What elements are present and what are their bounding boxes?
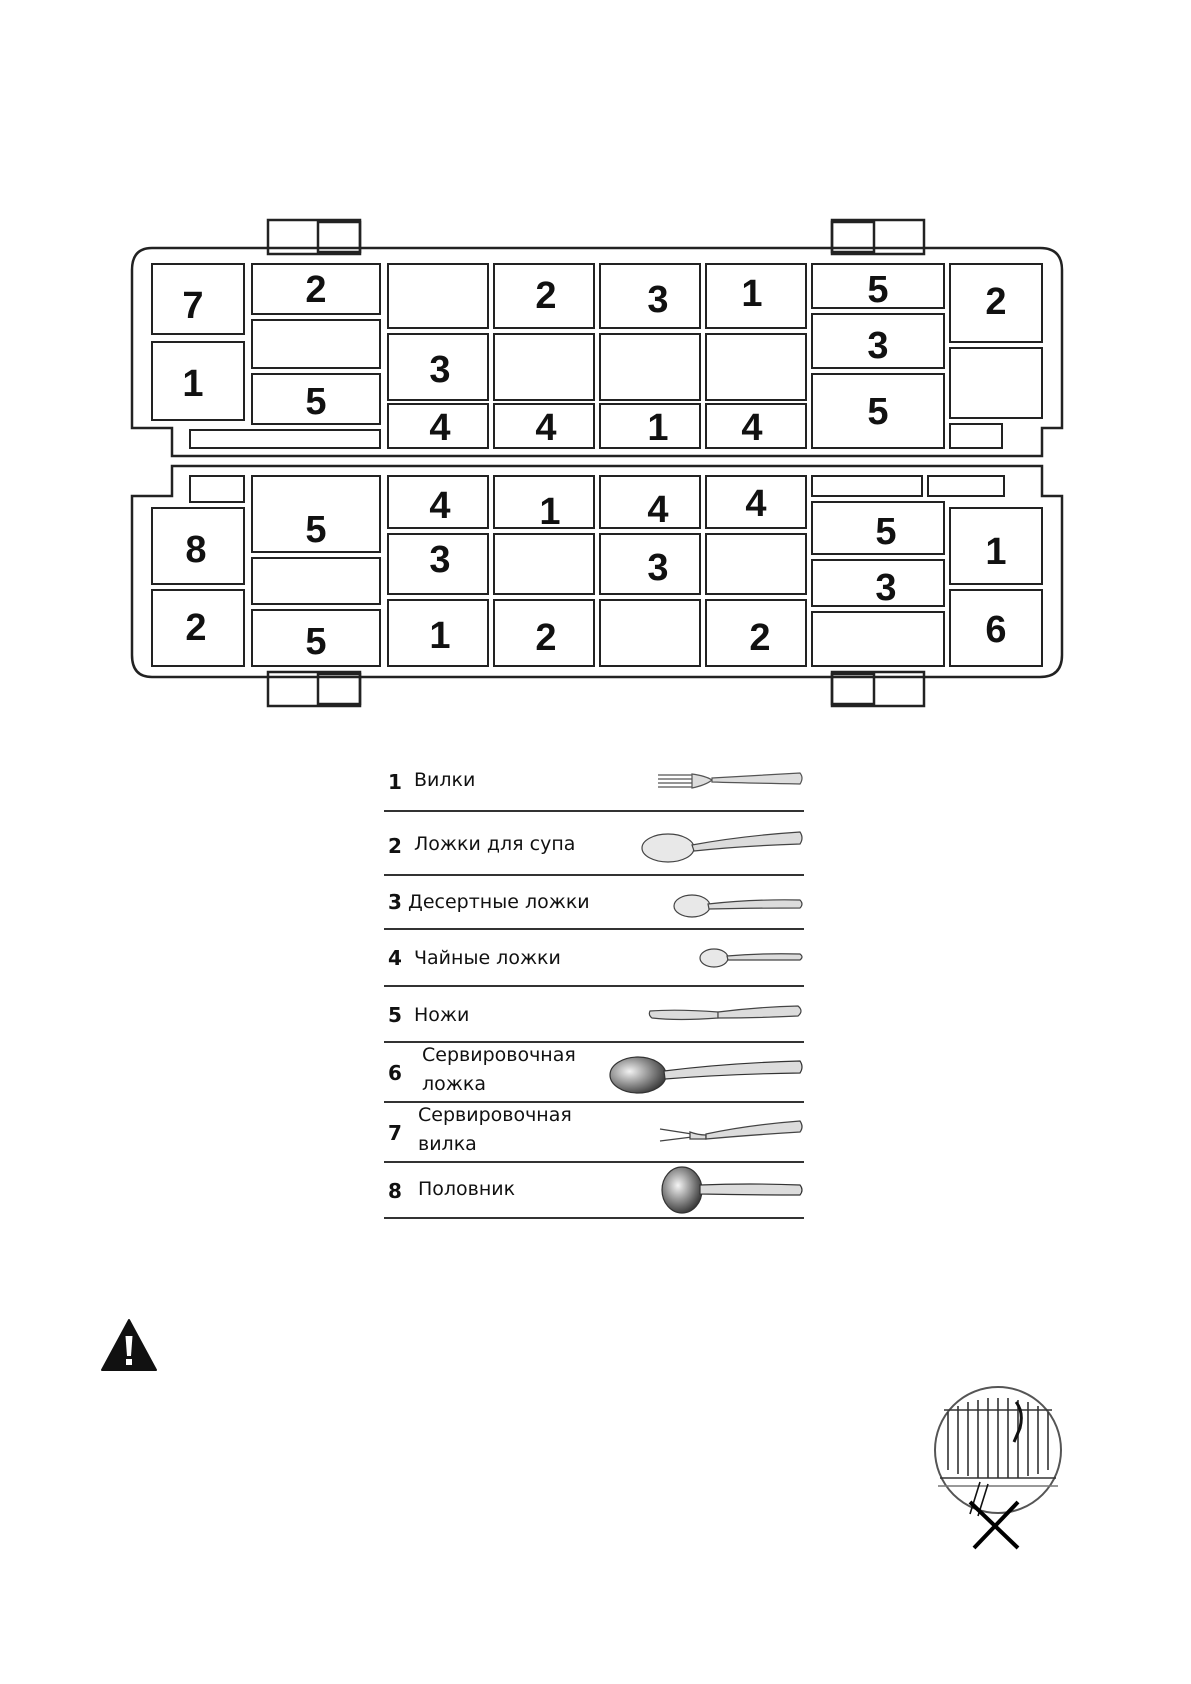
legend-number: 4 — [388, 946, 402, 970]
upper-cell-label: 3 — [867, 325, 889, 367]
lower-cell-label: 4 — [745, 483, 767, 525]
ladle-icon — [660, 1165, 804, 1215]
legend-number: 5 — [388, 1003, 402, 1027]
legend-number: 6 — [388, 1061, 402, 1085]
legend-row — [384, 876, 804, 930]
legend-row — [384, 1163, 804, 1219]
serving-spoon-icon — [608, 1049, 804, 1097]
teaspoon-icon — [698, 944, 804, 970]
upper-cell-label: 4 — [429, 407, 451, 449]
upper-cell-label: 1 — [647, 407, 669, 449]
upper-cell-label: 5 — [305, 381, 327, 423]
lower-cell-label: 3 — [429, 539, 451, 581]
legend-label: Ложки для супа — [414, 833, 576, 855]
legend-number: 8 — [388, 1179, 402, 1203]
legend-number: 1 — [388, 770, 402, 794]
cutlery-tray-diagram — [0, 0, 1191, 720]
upper-cell-label: 7 — [182, 285, 204, 327]
legend-label: Ножи — [414, 1004, 470, 1026]
upper-cell-label: 1 — [182, 363, 204, 405]
lower-cell-label: 2 — [185, 607, 207, 649]
legend-row — [384, 812, 804, 876]
lower-cell-label: 5 — [305, 509, 327, 551]
lower-cell-label: 1 — [429, 615, 451, 657]
legend-label: Половник — [418, 1178, 516, 1200]
lower-cell-label: 4 — [647, 489, 669, 531]
knife-icon — [648, 1001, 804, 1025]
legend-label: Чайные ложки — [414, 947, 561, 969]
upper-cell-label: 3 — [647, 279, 669, 321]
legend-number: 7 — [388, 1121, 402, 1145]
legend-label: Сервировочная ложка — [422, 1044, 576, 1095]
lower-cell-label: 4 — [429, 485, 451, 527]
lower-cell-label: 1 — [985, 531, 1007, 573]
upper-cell-label: 5 — [867, 391, 889, 433]
lower-cell-label: 3 — [875, 567, 897, 609]
upper-cell-label: 1 — [741, 273, 763, 315]
warning-triangle-icon — [100, 1318, 158, 1372]
legend-number: 3 — [388, 890, 402, 914]
soup-spoon-icon — [640, 824, 804, 864]
serving-fork-icon — [658, 1115, 804, 1149]
legend-label: Сервировочная вилка — [418, 1104, 572, 1155]
upper-cell-label: 2 — [535, 275, 557, 317]
dessert-spoon-icon — [672, 888, 804, 920]
lower-cell-label: 8 — [185, 529, 207, 571]
upper-cell-label: 4 — [535, 407, 557, 449]
lower-cell-label: 2 — [535, 617, 557, 659]
wrong-placement-crossed-icon — [930, 1382, 1066, 1552]
legend-label: Десертные ложки — [408, 891, 590, 913]
upper-cell-label: 4 — [741, 407, 763, 449]
legend-row — [384, 930, 804, 987]
legend-number: 2 — [388, 834, 402, 858]
lower-cell-label: 5 — [305, 621, 327, 663]
legend-row — [384, 1103, 804, 1163]
upper-cell-label: 3 — [429, 349, 451, 391]
legend-row — [384, 987, 804, 1043]
lower-cell-label: 6 — [985, 609, 1007, 651]
upper-cell-label: 5 — [867, 269, 889, 311]
lower-cell-label: 5 — [875, 511, 897, 553]
legend-row — [384, 1043, 804, 1103]
legend-row — [384, 748, 804, 812]
fork-icon — [654, 768, 804, 792]
upper-cell-label: 2 — [985, 281, 1007, 323]
lower-cell-label: 1 — [539, 491, 561, 533]
lower-cell-label: 2 — [749, 617, 771, 659]
lower-cell-label: 3 — [647, 547, 669, 589]
legend-label: Вилки — [414, 769, 476, 791]
upper-cell-label: 2 — [305, 269, 327, 311]
